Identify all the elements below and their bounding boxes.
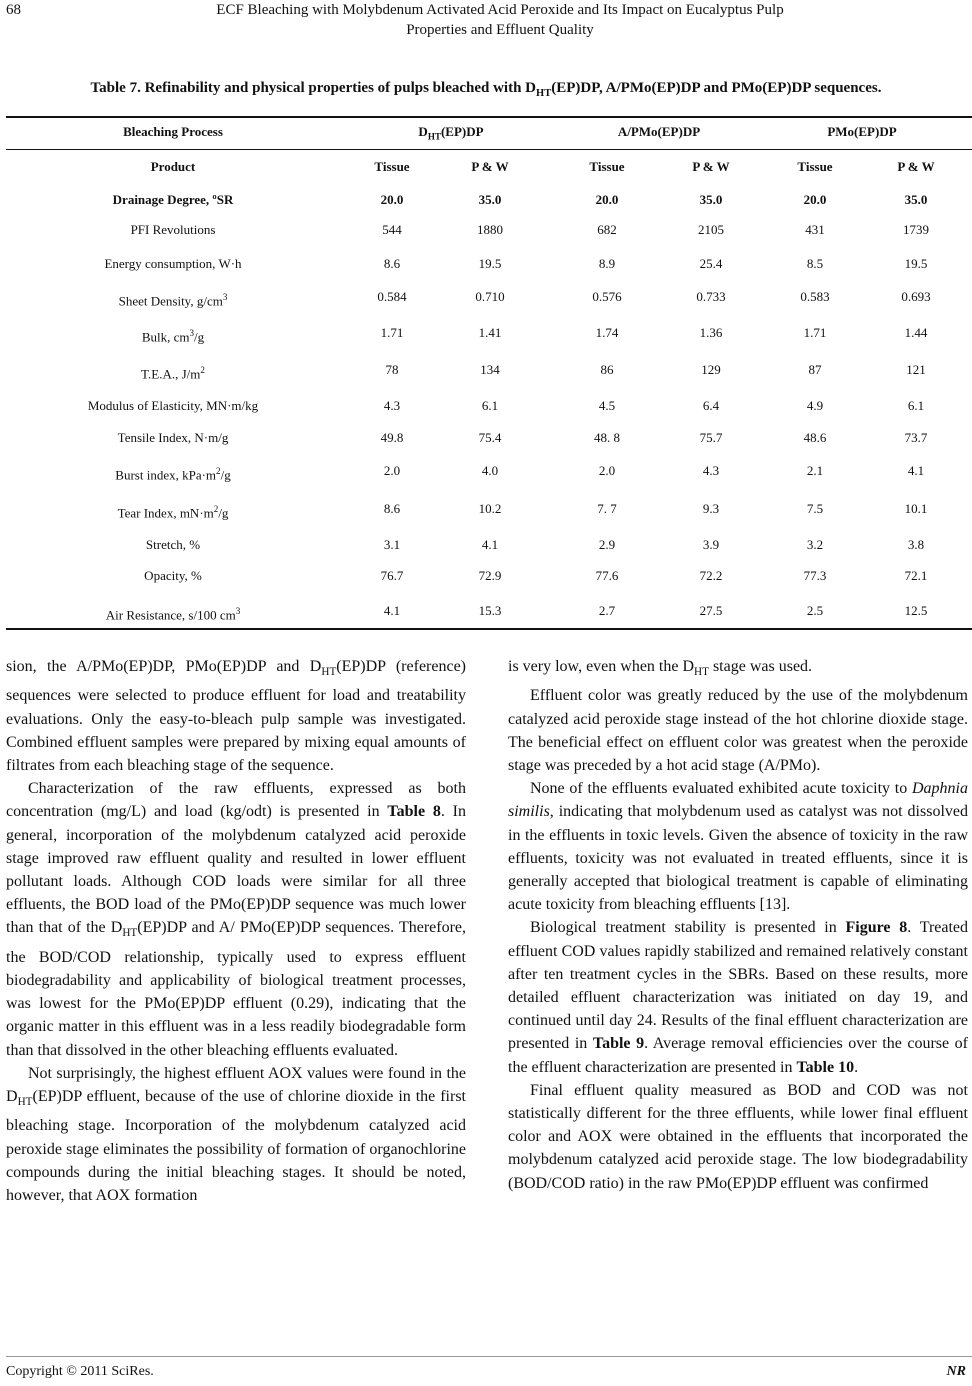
table-reference[interactable]: Table 10 <box>796 1058 855 1076</box>
table-cell: 2.5 <box>806 603 824 618</box>
journal-abbrev: NR <box>946 1364 966 1379</box>
subscript: HT <box>321 666 337 679</box>
table-cell: 1.71 <box>803 325 827 340</box>
row-label <box>151 157 196 177</box>
running-title-line2: Properties and Effluent Quality <box>406 22 594 38</box>
table-cell: 6.4 <box>702 398 720 413</box>
table-row <box>0 157 972 177</box>
row-label <box>118 499 229 523</box>
table-cell: 682 <box>597 222 617 237</box>
table-cell: 4.1 <box>907 463 925 478</box>
table-cell: 4.1 <box>383 603 401 618</box>
table-cell: 2.0 <box>383 463 401 478</box>
table-cell: 121 <box>906 362 926 377</box>
table-row <box>0 220 972 240</box>
table-cell: 0.733 <box>696 289 726 304</box>
caption-prefix: Table 7. Refinability and physical properties of pulps bleached with D <box>90 80 537 96</box>
table-reference[interactable]: Table 9 <box>592 1035 645 1053</box>
text: (EP)DP and A/ PMo(EP)DP sequences. Therefore, the BOD/COD relationship, typically used to express effluent biodegradability and applicability of biological treatment processes, was lowest for the PMo(EP)DP effluent (0.29), indicating that the organic matter in this effluent was in a less readily biodegradable form than that dissolved in the other bleaching effluents evaluated. <box>6 919 467 1059</box>
table-row <box>0 360 972 380</box>
right-paragraph-1 <box>508 655 968 684</box>
table-cell: 20.0 <box>380 192 404 207</box>
table-cell: 8.5 <box>806 256 824 271</box>
table-cell: 77.3 <box>803 568 827 583</box>
table-top-rule <box>6 116 972 118</box>
row-label <box>146 535 200 555</box>
table-cell: 1739 <box>903 222 929 237</box>
table-cell: 0.576 <box>592 289 622 304</box>
table-cell: 35.0 <box>904 192 928 207</box>
table-cell: 19.5 <box>904 256 928 271</box>
table-row <box>0 566 972 586</box>
left-paragraph-1 <box>6 655 466 777</box>
table-cell: 75.7 <box>699 430 723 445</box>
header-pmo: PMo(EP)DP <box>827 124 897 139</box>
table-row <box>0 190 972 210</box>
table-cell: 2.1 <box>806 463 824 478</box>
table-cell: 86 <box>600 362 614 377</box>
left-column <box>6 655 466 1207</box>
text: sion, the A/PMo(EP)DP, PMo(EP)DP and D <box>6 658 322 675</box>
table-cell: 8.6 <box>383 501 401 516</box>
table-cell: 7.5 <box>806 501 824 516</box>
table-cell: 1.71 <box>380 325 404 340</box>
species-name: Daphnia similis <box>508 780 968 821</box>
row-label-text: T.E.A., J/m <box>141 366 201 382</box>
text: Not surprisingly, the highest effluent AOX values were found in the D <box>6 1064 466 1106</box>
table-cell: 35.0 <box>478 192 502 207</box>
row-label-text: Product <box>150 159 196 174</box>
row-label-superscript: 3 <box>222 292 228 302</box>
row-label-superscript: 3 <box>189 328 195 338</box>
table-cell: 8.9 <box>598 256 616 271</box>
row-label-text: Tensile Index, N·m/g <box>117 430 229 445</box>
row-label-suffix: /g <box>194 329 205 345</box>
table-cell: 15.3 <box>478 603 502 618</box>
subscript: HT <box>122 927 138 940</box>
text: stage was used. <box>708 658 813 675</box>
row-label-suffix: /g <box>220 467 231 483</box>
row-label-text: Stretch, % <box>145 537 201 552</box>
table-cell: 12.5 <box>904 603 928 618</box>
row-label-text: Modulus of Elasticity, MN·m/kg <box>87 398 259 413</box>
right-paragraph-4 <box>508 916 968 1078</box>
table-row <box>0 601 972 621</box>
row-label-superscript: 2 <box>213 504 219 514</box>
table-row <box>0 396 972 416</box>
table-row <box>0 461 972 481</box>
text: . <box>854 1058 859 1076</box>
row-label-text: Burst index, kPa·m <box>115 467 217 483</box>
running-title <box>120 0 880 40</box>
table-cell: 10.1 <box>904 501 928 516</box>
header-dht-d: D <box>418 124 428 139</box>
running-title-line1: ECF Bleaching with Molybdenum Activated Acid Peroxide and Its Impact on Eucalyptus Pulp <box>216 2 784 18</box>
table-bottom-rule <box>6 628 972 630</box>
caption-sub: HT <box>536 88 552 99</box>
table-cell: Tissue <box>374 159 410 174</box>
table-cell: 3.1 <box>383 537 401 552</box>
row-label-suffix: /g <box>218 505 229 521</box>
table-cell: P & W <box>692 159 730 174</box>
table-cell: 4.1 <box>481 537 499 552</box>
row-label <box>142 323 204 347</box>
left-paragraph-3 <box>6 1062 466 1207</box>
table-header-row <box>0 122 972 142</box>
text: Characterization of the raw effluents, expressed as both concentration (mg/L) and load (kg/odt) is presented in <box>6 780 466 821</box>
table-cell: Tissue <box>589 159 625 174</box>
table-cell: 72.9 <box>478 568 502 583</box>
table-cell: 35.0 <box>699 192 723 207</box>
table-cell: 27.5 <box>699 603 723 618</box>
table-cell: 48.6 <box>803 430 827 445</box>
table-cell: P & W <box>471 159 509 174</box>
header-dht-sub: HT <box>427 131 441 142</box>
text: . Average removal efficiencies over the course of the effluent characterization are presented in <box>508 1035 968 1076</box>
text: . In general, incorporation of the molybdenum catalyzed acid peroxide stage improved raw effluent quality and resulted in lower effluent pollutant loads. Although COD loads were similar for all three effluents, the BOD load of the PMo(EP)DP sequence was much lower than that of the D <box>6 803 467 937</box>
table-reference[interactable]: Table 8 <box>387 803 441 821</box>
table-cell: 0.583 <box>800 289 830 304</box>
table-cell: 77.6 <box>595 568 619 583</box>
page-number: 68 <box>6 2 21 18</box>
row-label <box>113 190 234 210</box>
row-label <box>141 360 205 384</box>
right-paragraph-2: Effluent color was greatly reduced by the use of the molybdenum catalyzed acid peroxide stage instead of the hot chlorine dioxide stage. The beneficial effect on effluent color was greatest when the peroxide stage was preceded by a hot acid stage (A/PMo). <box>508 687 968 774</box>
header-dht <box>418 122 483 147</box>
copyright: Copyright © 2011 SciRes. <box>6 1364 154 1379</box>
text: is very low, even when the D <box>508 658 695 675</box>
row-label <box>144 566 202 586</box>
row-label-text: Bulk, cm <box>141 329 190 345</box>
table-cell: 2105 <box>698 222 724 237</box>
table-cell: 3.9 <box>702 537 720 552</box>
text: None of the effluents evaluated exhibited acute toxicity to <box>530 780 912 798</box>
row-label-superscript: 2 <box>216 466 221 476</box>
row-label-superscript: 2 <box>200 365 205 375</box>
row-label-text: Drainage Degree, ºSR <box>112 192 234 207</box>
table-cell: 76.7 <box>380 568 404 583</box>
table-cell: 4.9 <box>806 398 824 413</box>
subscript: HT <box>694 666 709 679</box>
row-label-text: Opacity, % <box>144 568 202 583</box>
table-cell: 1.74 <box>595 325 619 340</box>
table-cell: 19.5 <box>478 256 502 271</box>
right-column <box>508 655 968 1195</box>
table-cell: 2.7 <box>598 603 616 618</box>
table-cell: 1.41 <box>478 325 502 340</box>
table-row <box>0 323 972 343</box>
table-cell: 9.3 <box>702 501 720 516</box>
text: Biological treatment stability is presented in <box>530 919 846 937</box>
table-cell: 4.3 <box>702 463 720 478</box>
row-label <box>106 601 241 625</box>
subscript: HT <box>17 1096 33 1109</box>
row-label-superscript: 3 <box>235 606 241 616</box>
table-cell: 20.0 <box>803 192 827 207</box>
caption-suffix: (EP)DP, A/PMo(EP)DP and PMo(EP)DP sequences. <box>551 80 882 96</box>
table-cell: 3.8 <box>907 537 925 552</box>
table-cell: 4.3 <box>383 398 401 413</box>
table-cell: 431 <box>805 222 825 237</box>
footer-rule <box>6 1356 972 1357</box>
table-row <box>0 254 972 274</box>
table-cell: 6.1 <box>907 398 925 413</box>
table-cell: 8.6 <box>383 256 401 271</box>
row-label-text: Energy consumption, W·h <box>104 256 242 271</box>
table-cell: 10.2 <box>478 501 502 516</box>
table-cell: P & W <box>897 159 935 174</box>
table-cell: 20.0 <box>595 192 619 207</box>
table-cell: 7. 7 <box>597 501 617 516</box>
figure-reference[interactable]: Figure 8 <box>845 919 908 937</box>
row-label <box>104 254 241 274</box>
table-cell: 2.9 <box>598 537 616 552</box>
text: , indicating that molybdenum used as catalyst was not dissolved in the effluents in toxic levels. Given the absence of toxicity in the raw effluents, toxicity was not evaluated in treated effluents, since it is generally accepted that biological treatment is capable of eliminating acute toxicity from bleaching effluents [13]. <box>508 803 968 914</box>
text: (EP)DP (reference) sequences were selected to produce effluent for load and treatability evaluations. Only the easy-to-bleach pulp sample was investigated. Combined effluent samples were prepared by mixing equal amounts of filtrates from each bleaching stage of the sequence. <box>6 658 466 774</box>
table-caption <box>0 80 972 99</box>
table-cell: 4.0 <box>481 463 499 478</box>
table-header-rule <box>6 149 972 150</box>
table-cell: 4.5 <box>598 398 616 413</box>
table-row <box>0 428 972 448</box>
table-cell: 1880 <box>477 222 503 237</box>
row-label <box>131 220 216 240</box>
table-row <box>0 287 972 307</box>
table-cell: 49.8 <box>380 430 404 445</box>
row-label-text: Sheet Density, g/cm <box>118 293 223 309</box>
left-paragraph-2 <box>6 777 466 1062</box>
text: (EP)DP effluent, because of the use of chlorine dioxide in the first bleaching stage. Incorporation of the molybdenum catalyzed acid peroxide stage eliminates the possibility of formation of organochlorine compounds during the initial bleaching stages. It should be noted, however, that AOX formation <box>6 1088 466 1205</box>
row-label-text: Air Resistance, s/100 cm <box>105 607 236 623</box>
row-label <box>119 287 228 311</box>
table-cell: 25.4 <box>699 256 723 271</box>
table-cell: 72.1 <box>904 568 928 583</box>
table-cell: 1.36 <box>699 325 723 340</box>
table-row <box>0 535 972 555</box>
table-cell: 0.584 <box>377 289 407 304</box>
table-cell: 73.7 <box>904 430 928 445</box>
table-cell: 6.1 <box>481 398 499 413</box>
table-cell: 72.2 <box>699 568 723 583</box>
right-paragraph-3 <box>508 777 968 916</box>
table-row <box>0 499 972 519</box>
table-cell: 129 <box>701 362 721 377</box>
table-cell: 87 <box>808 362 822 377</box>
row-label <box>88 396 258 416</box>
table-cell: 134 <box>480 362 500 377</box>
table-cell: 0.693 <box>901 289 931 304</box>
header-bleaching-process: Bleaching Process <box>123 124 223 139</box>
row-label-text: Tear Index, mN·m <box>117 505 214 521</box>
row-label <box>115 461 230 485</box>
table-cell: Tissue <box>797 159 833 174</box>
header-dht-suffix: (EP)DP <box>440 124 484 139</box>
header-apmo: A/PMo(EP)DP <box>617 124 701 139</box>
row-label-text: PFI Revolutions <box>130 222 216 237</box>
table-cell: 2.0 <box>598 463 616 478</box>
table-cell: 1.44 <box>904 325 928 340</box>
row-label <box>118 428 229 448</box>
table-cell: 75.4 <box>478 430 502 445</box>
right-paragraph-5: Final effluent quality measured as BOD and COD was not statistically different for the three effluents, while lower final effluent color and AOX were obtained in the effluents that incorporated the molybdenum catalyzed acid peroxide stage. The low biodegradability (BOD/COD ratio) in the raw PMo(EP)DP effluent was confirmed <box>508 1081 968 1192</box>
table-cell: 3.2 <box>806 537 824 552</box>
table-cell: 78 <box>385 362 399 377</box>
table-cell: 48. 8 <box>594 430 620 445</box>
text: . Treated effluent COD values rapidly stabilized and remained relatively constant after ten treatment cycles in the SBRs. Based on these results, more detailed effluent characterization was initiated on day 19, and continued until day 24. Results of the final effluent characterization are presented in <box>508 919 969 1053</box>
table-cell: 544 <box>382 222 402 237</box>
table-cell: 0.710 <box>475 289 505 304</box>
